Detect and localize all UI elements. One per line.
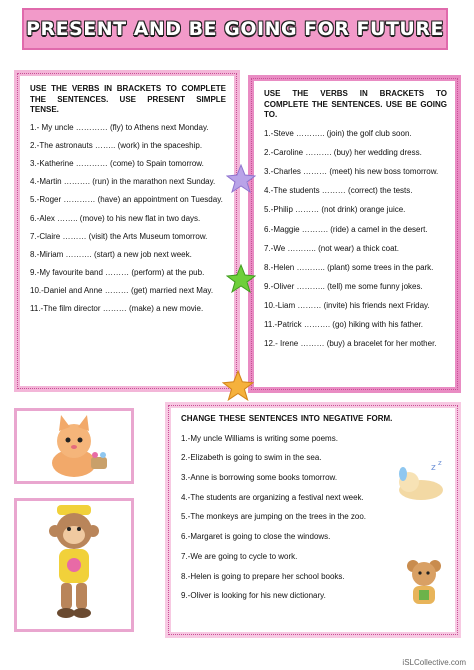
list-item: 8.-Helen ……….. (plant) some trees in the park. — [264, 262, 434, 272]
list-item: 12.- Irene ……… (buy) a bracelet for her mother. — [264, 339, 437, 349]
list-item: 2.-The astronauts …….. (work) in the spaceship. — [30, 141, 203, 151]
list-item: 8.-Miriam ………. (start) a new job next week. — [30, 249, 192, 259]
kitten-icon — [17, 411, 131, 481]
list-item: 11.-The film director ……… (make) a new movie. — [30, 304, 204, 314]
list-item: 10.-Daniel and Anne ……… (get) married next May. — [30, 285, 214, 295]
list-item: 7.-We ……….. (not wear) a thick coat. — [264, 243, 400, 253]
svg-text:z: z — [431, 463, 436, 473]
left-instruction: USE THE VERBS IN BRACKETS TO COMPLETE THE SENTENCES. USE PRESENT SIMPLE TENSE. — [30, 84, 226, 114]
title-banner — [22, 8, 448, 50]
orange-star-icon — [222, 370, 254, 402]
sleeping-puppy-icon — [391, 458, 451, 502]
svg-text:z: z — [438, 459, 442, 467]
negative-form-exercise — [165, 402, 461, 638]
monkey-picture — [14, 498, 134, 632]
list-item: 5.-The monkeys are jumping on the trees in the zoo. — [181, 512, 366, 522]
list-item: 7.-Claire ……… (visit) the Arts Museum tomorrow. — [30, 231, 208, 241]
list-item: 5.-Philip ……… (not drink) orange juice. — [264, 205, 406, 215]
list-item: 9.-Oliver ……….. (tell) me some funny jokes. — [264, 281, 423, 291]
list-item: 5.-Roger ………… (have) an appointment on Tuesday. — [30, 195, 223, 205]
right-instruction: USE THE VERBS IN BRACKETS TO COMPLETE THE SENTENCES. USE BE GOING TO. — [264, 89, 447, 119]
list-item: 6.-Maggie ………. (ride) a camel in the desert. — [264, 224, 428, 234]
present-simple-exercise — [14, 70, 240, 392]
list-item: 1.-My uncle Williams is writing some poems. — [181, 433, 338, 443]
list-item: 4.-The students ……… (correct) the tests. — [264, 186, 413, 196]
list-item: 7.-We are going to cycle to work. — [181, 551, 298, 561]
list-item: 6.-Alex …….. (move) to his new flat in two days. — [30, 213, 201, 223]
list-item: 3.-Anne is borrowing some books tomorrow. — [181, 473, 338, 483]
list-item: 4.-Martin ………. (run) in the marathon next Sunday. — [30, 177, 216, 187]
list-item: 3.-Charles ……… (meet) his new boss tomorrow. — [264, 167, 439, 177]
list-item: 11.-Patrick ………. (go) hiking with his father. — [264, 320, 424, 330]
list-item: 2.-Elizabeth is going to swim in the sea. — [181, 453, 322, 463]
right-sentence-list — [264, 129, 447, 350]
list-item: 8.-Helen is going to prepare her school books. — [181, 571, 345, 581]
kitten-picture — [14, 408, 134, 484]
list-item: 10.-Liam ……… (invite) his friends next Friday. — [264, 300, 430, 310]
left-sentence-list — [30, 123, 226, 314]
list-item: 6.-Margaret is going to close the windows. — [181, 532, 331, 542]
list-item: 9.-My favourite band ……… (perform) at the pub. — [30, 267, 205, 277]
list-item: 1.- My uncle ………… (fly) to Athens next Monday. — [30, 123, 209, 133]
be-going-to-exercise — [248, 75, 461, 393]
list-item: 9.-Oliver is looking for his new dictionary. — [181, 591, 326, 601]
teddy-bear-icon — [399, 556, 449, 610]
green-star-icon — [226, 264, 256, 294]
monkey-icon — [17, 501, 131, 629]
list-item: 2.-Caroline ………. (buy) her wedding dress. — [264, 148, 422, 158]
purple-star-icon — [226, 164, 256, 194]
worksheet-title: PRESENT AND BE GOING FOR FUTURE — [26, 18, 444, 40]
list-item: 3.-Katherine ………… (come) to Spain tomorrow. — [30, 159, 204, 169]
site-watermark: iSLCollective.com — [402, 658, 466, 667]
list-item: 1.-Steve ……….. (join) the golf club soon. — [264, 129, 412, 139]
bottom-instruction: CHANGE THESE SENTENCES INTO NEGATIVE FORM. — [181, 414, 393, 423]
list-item: 4.-The students are organizing a festival next week. — [181, 492, 364, 502]
